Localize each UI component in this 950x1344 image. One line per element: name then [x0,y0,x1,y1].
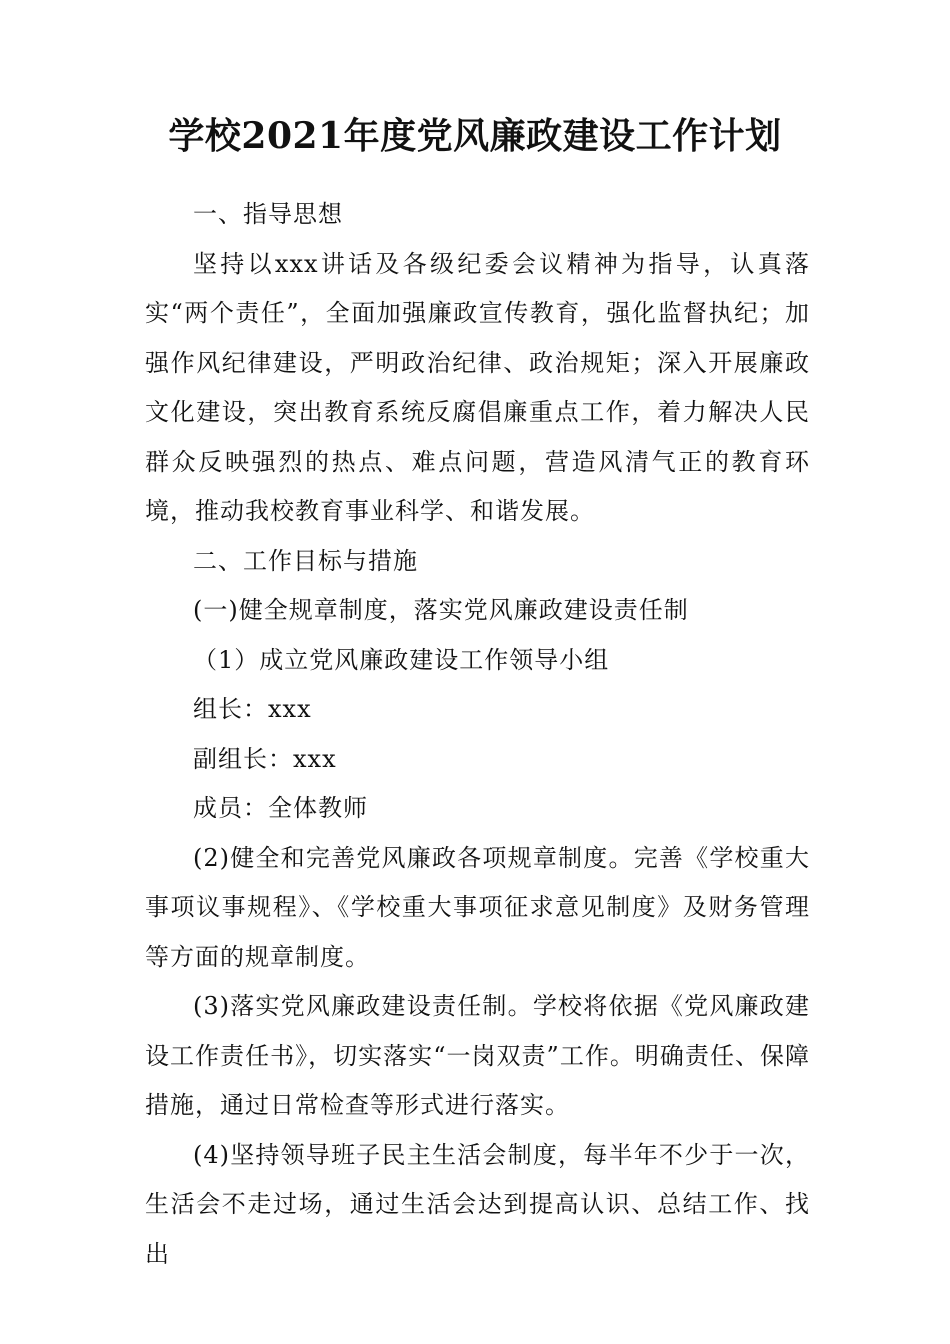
paragraph: (4)坚持领导班子民主生活会制度，每半年不少于一次，生活会不走过场，通过生活会达到提高认识、总结工作、找出 [145,1140,810,1268]
list-item: 副组长：xxx [193,744,337,773]
list-item: 成员：全体教师 [193,794,368,822]
document-title: 学校2021年度党风廉政建设工作计划 [168,115,782,157]
paragraph: (3)落实党风廉政建设责任制。学校将依据《党风廉政建设工作责任书》，切实落实“一岗双责”工作。明确责任、保障措施，通过日常检查等形式进行落实。 [145,992,810,1119]
paragraph: 坚持以xxx讲话及各级纪委会议精神为指导，认真落实“两个责任”，全面加强廉政宣传教育，强化监督执纪；加强作风纪律建设，严明政治纪律、政治规矩；深入开展廉政文化建设，突出教育系统反腐倡廉重点工作，着力解决人民群众反映强烈的热点、难点问题，营造风清气正的教育环境，推动我校教育事业科学、和谐发展。 [145,249,810,525]
list-item: （1）成立党风廉政建设工作领导小组 [193,645,610,674]
list-item: 组长：xxx [193,695,312,723]
section-heading: 一、指导思想 [193,200,343,228]
paragraph: (2)健全和完善党风廉政各项规章制度。完善《学校重大事项议事规程》、《学校重大事项征求意见制度》及财务管理等方面的规章制度。 [145,843,810,971]
subsection-heading: (一)健全规章制度，落实党风廉政建设责任制 [193,596,689,624]
document-body [145,190,810,1279]
section-heading: 二、工作目标与措施 [193,546,418,575]
